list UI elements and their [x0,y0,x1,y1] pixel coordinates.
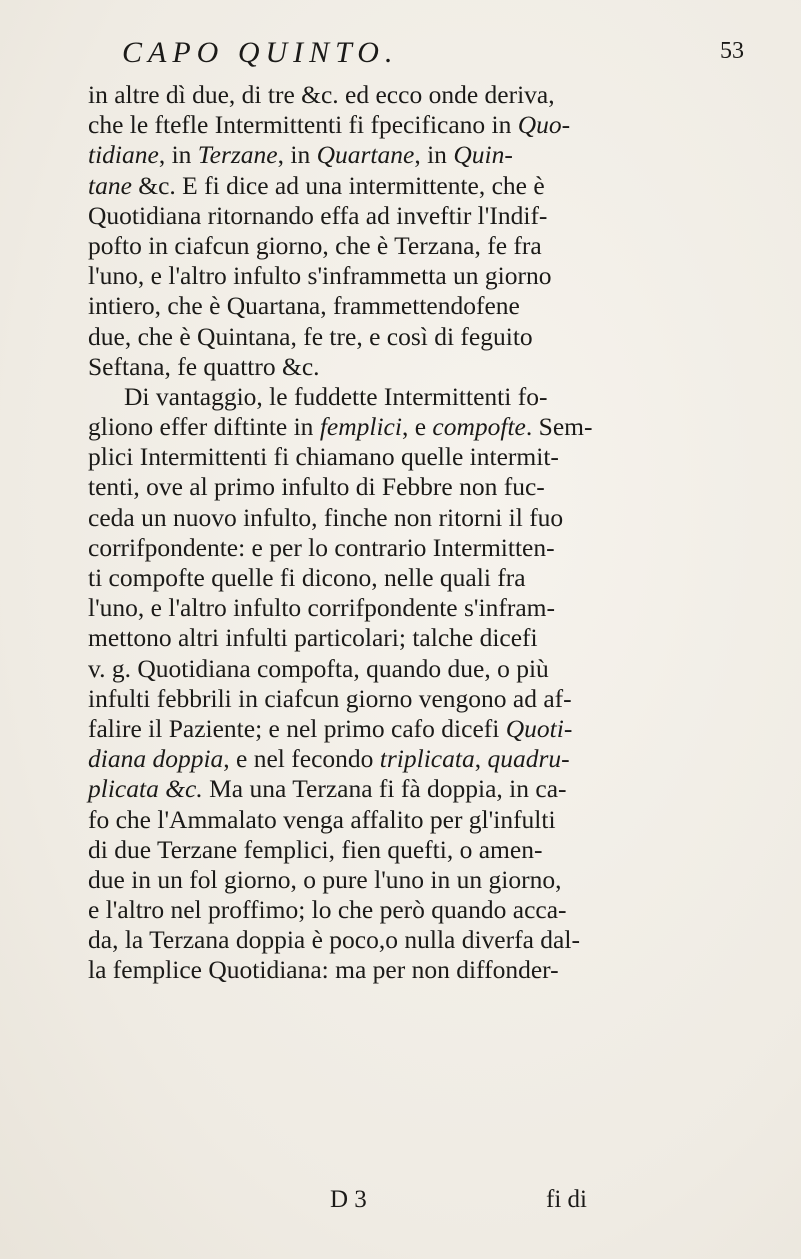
text-line [88,201,760,231]
italic-run: femplici [319,412,402,442]
text-line [88,955,760,985]
text-line [88,442,760,472]
italic-run: Quartane [316,140,415,170]
text-line [88,231,760,261]
text-line [88,261,760,291]
italic-run: Terzane [197,140,278,170]
text-run: Quotidiana ritornando effa ad inveftir l'Indif- [88,200,548,230]
text-line [88,80,760,110]
text-run: , e [401,412,433,442]
text-run: che le ftefle Intermittenti fi fpecificano in [88,110,518,140]
italic-run: triplicata [379,744,475,774]
text-line [88,744,760,774]
running-head: CAPO QUINTO. [122,36,399,69]
text-run: tenti, ove al primo infulto di Febbre non fuc- [88,472,545,502]
italic-run: compofte [432,412,526,442]
text-run: mettono altri infulti particolari; talche dicefi [88,623,538,653]
text-line [88,110,760,140]
italic-run: tidiane [88,140,159,170]
text-line [88,171,760,201]
text-run: fo che l'Ammalato venga affalito per gl'infulti [88,804,556,834]
text-run: e l'altro nel proffimo; lo che però quando acca- [88,895,567,925]
text-run: due in un fol giorno, o pure l'uno in un giorno, [88,864,562,894]
text-line [88,593,760,623]
text-run: Seftana, fe quattro &c. [88,351,320,381]
text-line [88,865,760,895]
text-line [88,140,760,170]
text-run: , e nel fecondo [223,744,380,774]
text-run: . Sem- [525,412,593,442]
italic-run: diana doppia [88,744,224,774]
text-line [88,563,760,593]
text-run: , in [414,140,454,170]
text-run: Di vantaggio, le fuddette Intermittenti fo- [124,381,548,411]
text-run: due, che è Quintana, fe tre, e così di feguito [88,321,533,351]
text-line [88,322,760,352]
text-line [88,352,760,382]
text-run: intiero, che è Quartana, frammettendofene [88,291,520,321]
italic-run: tane [88,170,132,200]
text-run: infulti febbrili in ciafcun giorno vengono ad af- [88,683,572,713]
text-run: la femplice Quotidiana: ma per non diffonder- [88,955,559,985]
signature-mark: D 3 [330,1186,367,1213]
text-run: di due Terzane femplici, fien quefti, o amen- [88,834,543,864]
text-run: , in [158,140,198,170]
text-line [88,774,760,804]
text-line [88,805,760,835]
text-run: da, la Terzana doppia è poco,o nulla diverfa dal- [88,925,580,955]
text-line [88,382,760,412]
italic-run: Quo- [517,110,571,140]
text-run: , [474,744,488,774]
text-run: pofto in ciafcun giorno, che è Terzana, fe fra [88,230,542,260]
text-run: , in [277,140,317,170]
text-line [88,684,760,714]
text-run: plici Intermittenti fi chiamano quelle intermit- [88,442,559,472]
text-run: &c. E fi dice ad una intermittente, che è [131,170,545,200]
italic-run: Quoti- [505,713,573,743]
text-run: ceda un nuovo infulto, finche non ritorni il fuo [88,502,564,532]
italic-run: plicata &c. [88,774,203,804]
text-line [88,623,760,653]
text-line [88,503,760,533]
catchword: fi di [546,1186,587,1213]
text-line [88,533,760,563]
text-line [88,895,760,925]
text-run: falire il Paziente; e nel primo cafo dicefi [88,713,506,743]
text-run: corrifpondente: e per lo contrario Intermitten- [88,532,555,562]
text-run: gliono effer diftinte in [88,412,320,442]
text-line [88,291,760,321]
body-text [88,80,760,986]
italic-run: quadru- [487,744,570,774]
text-run: v. g. Quotidiana compofta, quando due, o più [88,653,549,683]
text-run: Ma una Terzana fi fà doppia, in ca- [202,774,567,804]
italic-run: Quin- [453,140,513,170]
text-line [88,472,760,502]
page-header [70,36,750,76]
text-run: in altre dì due, di tre &c. ed ecco onde deriva, [88,80,555,109]
text-run: l'uno, e l'altro infulto corrifpondente s'infram- [88,593,555,623]
text-run: l'uno, e l'altro infulto s'inframmetta un giorno [88,261,552,291]
text-line [88,654,760,684]
text-line [88,925,760,955]
text-line [88,412,760,442]
text-line [88,714,760,744]
text-line [88,835,760,865]
text-run: ti compofte quelle fi dicono, nelle quali fra [88,563,526,592]
page-number: 53 [720,38,744,64]
